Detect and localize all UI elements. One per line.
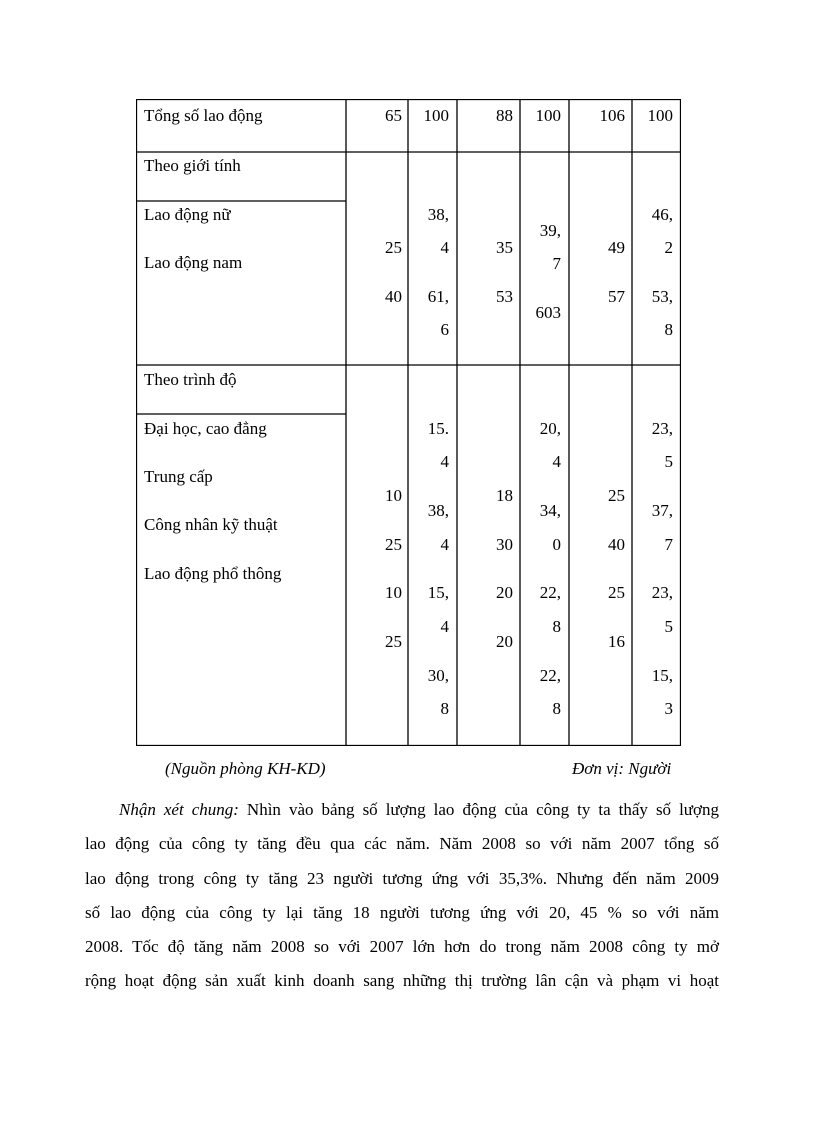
male-label: Lao động nam — [144, 253, 243, 272]
total-value: 100 — [423, 106, 449, 125]
gender-value: 38, — [427, 205, 449, 224]
education-value: 25 — [385, 535, 402, 554]
education-value: 20 — [496, 632, 513, 651]
education-value: 22, — [539, 666, 561, 685]
total-value: 100 — [647, 106, 673, 125]
education-value: 38, — [427, 501, 449, 520]
education-value: 34, — [539, 501, 561, 520]
education-value: 40 — [608, 535, 625, 554]
education-label: Trung cấp — [144, 467, 213, 486]
unit-note: Đơn vị: Người — [572, 759, 672, 778]
education-value: 10 — [385, 583, 402, 602]
education-value: 18 — [496, 486, 513, 505]
education-value: 15. — [427, 419, 449, 438]
paragraph-line: rộng hoạt động sản xuất kinh doanh sang những thị trường lân cận và phạm vi hoạt — [85, 971, 719, 990]
commentary-paragraph — [85, 800, 719, 1020]
labor-table — [136, 99, 681, 746]
education-header: Theo trình độ — [144, 370, 237, 389]
education-value: 5 — [664, 617, 673, 636]
total-value: 106 — [599, 106, 625, 125]
source-note: (Nguồn phòng KH-KD) — [165, 759, 326, 778]
education-value: 30, — [427, 666, 449, 685]
gender-value: 46, — [651, 205, 673, 224]
education-value: 20 — [496, 583, 513, 602]
total-value: 100 — [535, 106, 561, 125]
gender-value: 57 — [608, 287, 625, 306]
education-value: 4 — [440, 535, 449, 554]
total-value: 65 — [385, 106, 402, 125]
education-label: Lao động phổ thông — [144, 564, 282, 583]
paragraph-line: 2008. Tốc độ tăng năm 2008 so với 2007 lớn hơn do trong năm 2008 công ty mở — [85, 937, 719, 956]
paragraph-line: lao động trong công ty tăng 23 người tương ứng với 35,3%. Nhưng đến năm 2009 — [85, 869, 719, 888]
gender-value: 53, — [651, 287, 673, 306]
education-value: 20, — [539, 419, 561, 438]
gender-value: 2 — [664, 238, 673, 257]
gender-value: 39, — [539, 221, 561, 240]
education-value: 16 — [608, 632, 625, 651]
gender-value: 53 — [496, 287, 513, 306]
gender-value: 40 — [385, 287, 402, 306]
education-value: 8 — [440, 699, 449, 718]
gender-value: 61, — [427, 287, 449, 306]
education-value: 25 — [608, 583, 625, 602]
education-value: 4 — [440, 452, 449, 471]
education-value: 30 — [496, 535, 513, 554]
education-label: Đại học, cao đẳng — [144, 419, 267, 438]
gender-value: 603 — [535, 303, 561, 322]
education-value: 22, — [539, 583, 561, 602]
education-value: 0 — [552, 535, 561, 554]
education-value: 25 — [385, 632, 402, 651]
education-label: Công nhân kỹ thuật — [144, 515, 278, 534]
gender-header: Theo giới tính — [144, 156, 241, 175]
education-value: 15, — [427, 583, 449, 602]
gender-value: 4 — [440, 238, 449, 257]
education-value: 10 — [385, 486, 402, 505]
gender-value: 35 — [496, 238, 513, 257]
education-value: 7 — [664, 535, 673, 554]
total-label: Tổng số lao động — [144, 106, 263, 125]
gender-value: 25 — [385, 238, 402, 257]
paragraph-text: Nhìn vào bảng số lượng lao động của công ty ta thấy số lượng — [238, 800, 720, 819]
paragraph-line — [85, 800, 719, 820]
education-value: 37, — [651, 501, 673, 520]
paragraph-line: số lao động của công ty lại tăng 18 người tương ứng với 20, 45 % so với năm — [85, 903, 719, 922]
gender-value: 7 — [552, 254, 561, 273]
paragraph-lead: Nhận xét chung: — [119, 800, 239, 819]
education-value: 8 — [552, 617, 561, 636]
education-value: 15, — [651, 666, 673, 685]
education-value: 23, — [651, 419, 673, 438]
female-label: Lao động nữ — [144, 205, 231, 224]
education-value: 3 — [664, 699, 673, 718]
education-value: 4 — [552, 452, 561, 471]
gender-value: 6 — [440, 320, 449, 339]
education-value: 23, — [651, 583, 673, 602]
education-value: 25 — [608, 486, 625, 505]
gender-value: 8 — [664, 320, 673, 339]
education-value: 4 — [440, 617, 449, 636]
gender-value: 49 — [608, 238, 625, 257]
education-value: 5 — [664, 452, 673, 471]
paragraph-line: lao động của công ty tăng đều qua các năm. Năm 2008 so với năm 2007 tổng số — [85, 834, 719, 853]
total-value: 88 — [496, 106, 513, 125]
education-value: 8 — [552, 699, 561, 718]
